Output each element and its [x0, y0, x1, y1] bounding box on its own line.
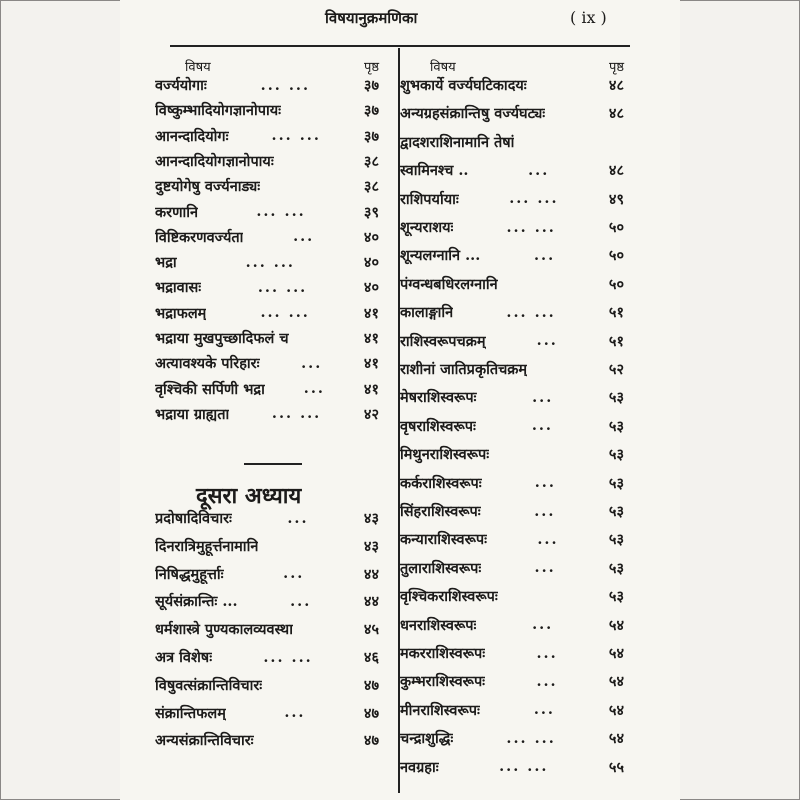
entry-title: अन्यसंक्रान्तिविचारः — [155, 732, 254, 750]
entry-title: चन्द्राशुद्धिः — [400, 730, 454, 748]
entry-title: स्वामिनश्च .. — [400, 162, 469, 180]
entry-page-number: ५० — [608, 247, 624, 265]
entry-leader-dots: ... — [533, 701, 555, 719]
entry-page-number: ४१ — [363, 330, 379, 347]
toc-entry — [400, 728, 628, 748]
entry-title: सूर्यसंक्रान्तिः ... — [155, 593, 238, 611]
entry-title: शुभकार्ये वर्ज्यघटिकादयः — [400, 77, 527, 94]
entry-leader-dots: ... ... — [256, 203, 306, 220]
entry-page-number: ४८ — [608, 77, 624, 94]
toc-entry — [155, 126, 383, 146]
entry-page-number: ५३ — [608, 559, 624, 577]
toc-entry — [155, 353, 383, 373]
entry-leader-dots: ... — [301, 354, 323, 372]
toc-entry — [155, 303, 383, 323]
toc-entry — [400, 416, 628, 436]
entry-page-number: ५३ — [608, 389, 624, 407]
entry-title: वृषराशिस्वरूपः — [400, 417, 476, 435]
toc-entry — [400, 103, 628, 123]
entry-page-number: ४७ — [363, 704, 379, 722]
toc-entry — [400, 529, 628, 549]
entry-page-number: ४९ — [608, 190, 624, 208]
entry-leader-dots: ... — [536, 644, 558, 662]
toc-entry — [155, 404, 383, 424]
toc-entry — [400, 217, 628, 237]
entry-leader-dots: ... — [532, 388, 554, 406]
entry-page-number: ५४ — [608, 673, 624, 691]
toc-entry — [155, 379, 383, 399]
entry-title: मिथुनराशिस्वरूपः — [400, 446, 490, 464]
header-rule — [170, 45, 630, 47]
entry-leader-dots: ... — [536, 672, 558, 690]
toc-entry — [155, 647, 383, 667]
entry-leader-dots: ... ... — [499, 758, 549, 776]
entry-title: द्वादशराशिनामानि तेषां — [400, 133, 515, 151]
entry-leader-dots: ... ... — [245, 253, 295, 271]
entry-title: अत्र विशेषः — [155, 649, 213, 666]
entry-page-number: ५० — [608, 219, 624, 236]
entry-title: शून्यराशयः — [400, 219, 454, 236]
entry-title: दिनरात्रिमुहूर्त्तनामानि — [155, 537, 259, 555]
entry-title: मकरराशिस्वरूपः — [400, 645, 486, 662]
toc-entry — [400, 700, 628, 720]
toc-entry — [400, 160, 628, 180]
toc-entry — [155, 151, 383, 171]
right-column-header — [400, 55, 628, 77]
entry-page-number: ५४ — [608, 645, 624, 662]
entry-leader-dots: ... ... — [506, 218, 556, 236]
entry-page-number: ५३ — [608, 474, 624, 492]
entry-title: शून्यलग्नानि ... — [400, 247, 481, 265]
toc-entry — [400, 643, 628, 663]
entry-title: आनन्दादियोगः — [155, 127, 229, 145]
entry-page-number: ४१ — [363, 304, 379, 322]
toc-entry — [400, 189, 628, 209]
entry-page-number: ४० — [363, 254, 379, 272]
entry-title: तुलाराशिस्वरूपः — [400, 559, 482, 577]
entry-title: दुष्टयोगेषु वर्ज्यनाड्यः — [155, 178, 261, 196]
entry-page-number: ४३ — [363, 510, 379, 527]
toc-entry — [155, 564, 383, 584]
entry-page-number: ४४ — [363, 593, 379, 611]
entry-title: पंग्वन्धबधिरलग्नानि — [400, 275, 498, 293]
entry-title: भद्राया मुखपुच्छादिफलं च — [155, 330, 289, 347]
entry-title: कुम्भराशिस्वरूपः — [400, 673, 486, 691]
entry-leader-dots: ... — [531, 417, 553, 435]
entry-page-number: ५३ — [608, 588, 624, 606]
right-page-label: पृष्ठ — [608, 60, 624, 75]
right-subject-label: विषय — [430, 60, 456, 75]
entry-title: नवग्रहाः — [400, 758, 439, 776]
entry-page-number: ३८ — [363, 178, 379, 196]
right-column — [400, 55, 628, 776]
entry-leader-dots: ... ... — [260, 304, 310, 322]
toc-entry — [155, 508, 383, 528]
entry-leader-dots: ... — [537, 530, 559, 548]
toc-entry — [155, 252, 383, 272]
entry-title: भद्रा — [155, 254, 177, 272]
entry-leader-dots: ... ... — [260, 76, 311, 94]
toc-entry — [400, 359, 628, 379]
entry-title: मेषराशिस्वरूपः — [400, 389, 477, 407]
entry-leader-dots: ... — [293, 228, 315, 246]
entry-page-number: ४१ — [363, 380, 379, 398]
entry-leader-dots: ... — [303, 380, 325, 398]
entry-title: भद्राया ग्राह्यता — [155, 405, 230, 423]
entry-page-number: ३७ — [363, 127, 379, 145]
entry-page-number: ५५ — [608, 758, 624, 776]
toc-entry — [400, 586, 628, 606]
entry-title: कालाङ्गानि — [400, 304, 454, 322]
left-subject-label: विषय — [185, 60, 211, 75]
toc-entry — [400, 444, 628, 464]
section-divider-rule — [244, 463, 302, 465]
toc-entry — [155, 227, 383, 247]
toc-entry — [400, 75, 628, 95]
toc-entry — [155, 675, 383, 695]
entry-page-number: ४५ — [363, 621, 379, 639]
toc-entry — [400, 615, 628, 635]
toc-entry — [400, 558, 628, 578]
toc-entry — [155, 328, 383, 348]
entry-page-number: ५३ — [608, 503, 624, 520]
entry-page-number: ४८ — [608, 105, 624, 123]
toc-entry — [155, 619, 383, 639]
entry-leader-dots: ... — [528, 161, 550, 179]
entry-leader-dots: ... — [287, 509, 309, 527]
toc-entry — [400, 302, 628, 322]
entry-page-number: ५० — [608, 275, 624, 293]
toc-entry — [400, 387, 628, 407]
entry-page-number: ३७ — [363, 77, 379, 94]
entry-page-number: ५३ — [608, 531, 624, 549]
entry-title: अत्यावश्यके परिहारः — [155, 355, 260, 373]
entry-leader-dots: ... — [290, 592, 312, 610]
entry-title: अन्यग्रहसंक्रान्तिषु वर्ज्यघट्यः — [400, 105, 546, 123]
entry-page-number: ५२ — [608, 361, 624, 378]
entry-title: राशिपर्यायाः — [400, 190, 459, 208]
entry-title: कन्याराशिस्वरूपः — [400, 531, 488, 549]
entry-page-number: ४४ — [363, 565, 379, 583]
entry-title: विषुवत्संक्रान्तिविचारः — [155, 676, 263, 694]
entry-leader-dots: ... — [534, 246, 556, 264]
entry-title: राशिस्वरूपचक्रम् — [400, 332, 486, 350]
toc-entry — [155, 536, 383, 556]
entry-leader-dots: ... — [536, 332, 558, 350]
entry-page-number: ४३ — [363, 537, 379, 555]
page-header-title: विषयानुक्रमणिका — [325, 9, 418, 27]
entry-page-number: ४२ — [363, 405, 379, 423]
toc-entry — [155, 100, 383, 120]
entry-title: आनन्दादियोगज्ञानोपायः — [155, 152, 274, 170]
entry-leader-dots: ... ... — [271, 405, 322, 423]
toc-entry — [155, 176, 383, 196]
entry-title: निषिद्धमुहूर्त्ताः — [155, 565, 224, 583]
entry-title: संक्रान्तिफलम् — [155, 704, 226, 722]
entry-title: वृश्चिकी सर्पिणी भद्रा — [155, 380, 265, 398]
entry-leader-dots: ... ... — [257, 278, 308, 296]
entry-title: वृश्चिकराशिस्वरूपः — [400, 588, 498, 606]
toc-entry — [155, 277, 383, 297]
entry-page-number: ४० — [363, 228, 379, 246]
entry-title: धनराशिस्वरूपः — [400, 616, 477, 634]
entry-leader-dots: ... ... — [506, 729, 556, 747]
entry-page-number: ४० — [363, 279, 379, 297]
left-page-label: पृष्ठ — [363, 60, 379, 75]
entry-title: करणानि — [155, 203, 199, 221]
entry-page-number: ३८ — [363, 152, 379, 170]
entry-leader-dots: ... — [534, 559, 556, 577]
toc-entry — [400, 473, 628, 493]
entry-page-number: ५४ — [608, 701, 624, 719]
left-column — [155, 55, 383, 423]
entry-title: सिंहराशिस्वरूपः — [400, 503, 481, 520]
entry-page-number: ५३ — [608, 446, 624, 464]
toc-entry — [155, 730, 383, 750]
entry-title: भद्रावासः — [155, 279, 202, 297]
entry-title: भद्राफलम् — [155, 304, 207, 322]
entry-leader-dots: ... ... — [509, 190, 559, 208]
entry-title: धर्मशास्त्रे पुण्यकालव्यवस्था — [155, 621, 293, 639]
entry-leader-dots: ... — [283, 565, 305, 583]
toc-entry — [400, 501, 628, 521]
toc-entry — [400, 671, 628, 691]
toc-entry — [400, 245, 628, 265]
section-heading: दूसरा अध्याय — [196, 483, 302, 509]
toc-entry — [400, 132, 628, 152]
entry-title: विष्कुम्भादियोगज्ञानोपायः — [155, 102, 282, 120]
entry-page-number: ५४ — [608, 616, 624, 634]
toc-entry — [400, 274, 628, 294]
entry-page-number: ४७ — [363, 732, 379, 750]
entry-title: विष्टिकरणवर्ज्यता — [155, 228, 244, 246]
toc-entry — [400, 331, 628, 351]
toc-entry — [155, 591, 383, 611]
entry-page-number: ५३ — [608, 417, 624, 435]
entry-title: वर्ज्ययोगाः — [155, 77, 207, 94]
entry-page-number: ४८ — [608, 162, 624, 180]
entry-page-number: ५१ — [608, 304, 624, 322]
entry-page-number: ४६ — [363, 649, 379, 666]
entry-leader-dots: ... ... — [271, 127, 321, 145]
toc-entry — [155, 703, 383, 723]
entry-leader-dots: ... ... — [506, 303, 556, 321]
entry-title: कर्कराशिस्वरूपः — [400, 474, 482, 492]
entry-page-number: ५४ — [608, 730, 624, 748]
entry-leader-dots: ... ... — [263, 648, 313, 666]
entry-title: राशीनां जातिप्रकृतिचक्रम् — [400, 361, 528, 378]
entry-leader-dots: ... — [532, 616, 554, 634]
entry-leader-dots: ... — [534, 474, 556, 492]
entry-title: प्रदोषादिविचारः — [155, 510, 232, 527]
toc-entry — [155, 202, 383, 222]
entry-page-number: ३९ — [363, 203, 379, 221]
entry-leader-dots: ... — [534, 502, 556, 520]
page-number: ( ix ) — [570, 8, 607, 27]
left-column-header — [155, 55, 383, 77]
entry-page-number: ५१ — [608, 332, 624, 350]
entry-page-number: ४१ — [363, 355, 379, 373]
toc-entry — [155, 75, 383, 95]
entry-title: मीनराशिस्वरूपः — [400, 701, 480, 719]
entry-leader-dots: ... — [284, 704, 306, 722]
entry-page-number: ४७ — [363, 676, 379, 694]
entry-page-number: ३७ — [363, 102, 379, 120]
toc-entry — [400, 757, 628, 777]
